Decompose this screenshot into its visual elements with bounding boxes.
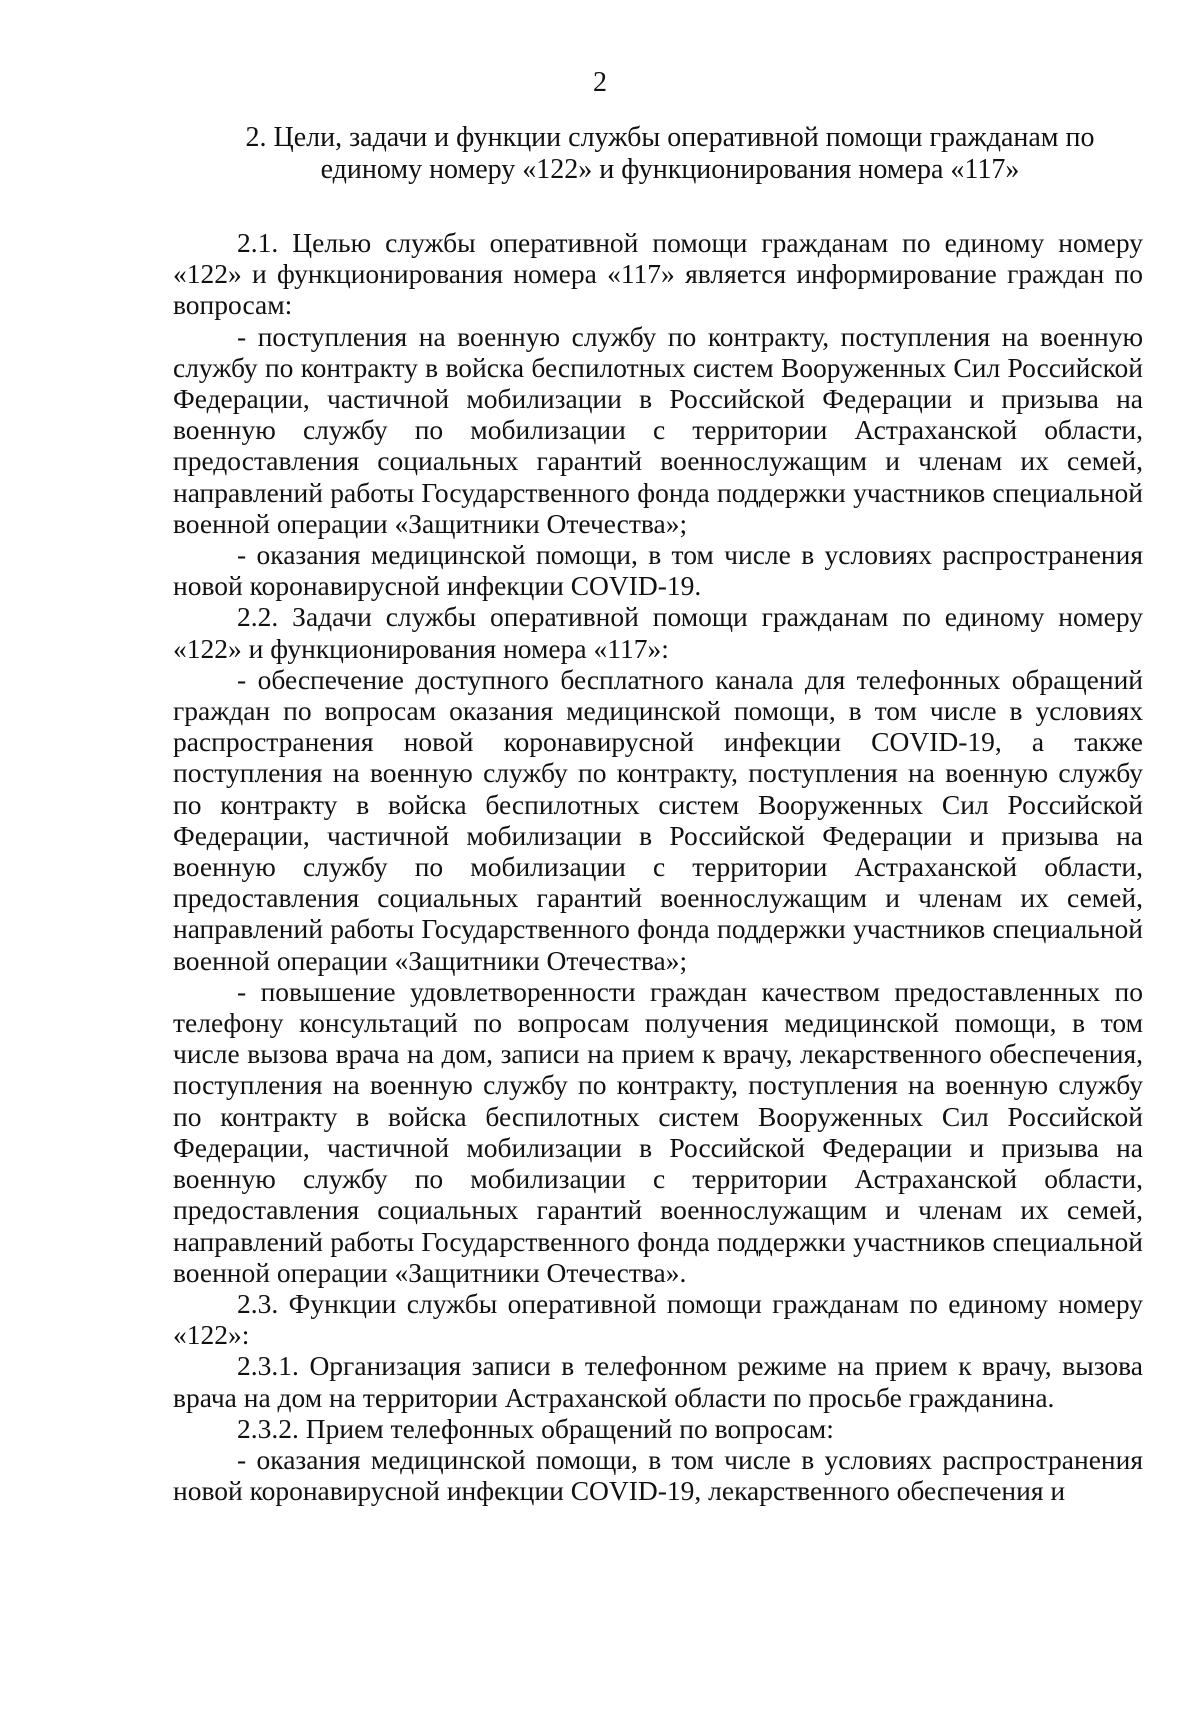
section-heading-line-2: единому номеру «122» и функционирования номера «117»	[320, 154, 1020, 185]
section-heading-line-1: 2. Цели, задачи и функции службы оперативной помощи гражданам по	[245, 122, 1095, 153]
list-item-military-service: - поступления на военную службу по контракту, поступления на военную службу по контракту в войска беспилотных систем Вооруженных Сил Российской Федерации, частичной мобилизации в Российской Федерации и призыва на военную службу по мобилизации с территории Астраханской области, предоставления социальных гарантий военнослужащим и членам их семей, направлений работы Государственного фонда поддержки участников специальной военной операции «Защитники Отечества»;	[173, 320, 1143, 539]
list-item-medical-help-continued: - оказания медицинской помощи, в том числе в условиях распространения новой коронавирусной инфекции COVID-19, лекарственного обеспечения и	[173, 1443, 1143, 1507]
paragraph-2-3: 2.3. Функции службы оперативной помощи гражданам по единому номеру «122»:	[173, 1287, 1143, 1351]
list-item-free-channel: - обеспечение доступного бесплатного канала для телефонных обращений граждан по вопросам оказания медицинской помощи, в том числе в условиях распространения новой коронавирусной инфекции COVID-19, а также поступления на военную службу по контракту, поступления на военную службу по контракту в войска беспилотных систем Вооруженных Сил Российской Федерации, частичной мобилизации в Российской Федерации и призыва на военную службу по мобилизации с территории Астраханской области, предоставления социальных гарантий военнослужащим и членам их семей, направлений работы Государственного фонда поддержки участников специальной военной операции «Защитники Отечества»;	[173, 663, 1143, 976]
body-text	[173, 227, 1143, 1506]
section-heading	[230, 122, 1110, 186]
paragraph-2-2: 2.2. Задачи службы оперативной помощи гражданам по единому номеру «122» и функционирования номера «117»:	[173, 601, 1143, 664]
paragraph-2-3-2: 2.3.2. Прием телефонных обращений по вопросам:	[237, 1412, 834, 1444]
paragraph-2-3-1: 2.3.1. Организация записи в телефонном режиме на прием к врачу, вызова врача на дом на территории Астраханской области по просьбе гражданина.	[173, 1350, 1143, 1413]
list-item-medical-help: - оказания медицинской помощи, в том числе в условиях распространения новой коронавирусной инфекции COVID-19.	[173, 539, 1143, 602]
paragraph-2-1: 2.1. Целью службы оперативной помощи гражданам по единому номеру «122» и функционирования номера «117» является информирование граждан по вопросам:	[173, 227, 1143, 321]
list-item-satisfaction: - повышение удовлетворенности граждан качеством предоставленных по телефону консультаций по вопросам получения медицинской помощи, в том числе вызова врача на дом, записи на прием к врачу, лекарственного обеспечения, поступления на военную службу по контракту, поступления на военную службу по контракту в войска беспилотных систем Вооруженных Сил Российской Федерации, частичной мобилизации в Российской Федерации и призыва на военную службу по мобилизации с территории Астраханской области, предоставления социальных гарантий военнослужащим и членам их семей, направлений работы Государственного фонда поддержки участников специальной военной операции «Защитники Отечества».	[173, 975, 1143, 1288]
page-number: 2	[593, 67, 607, 98]
